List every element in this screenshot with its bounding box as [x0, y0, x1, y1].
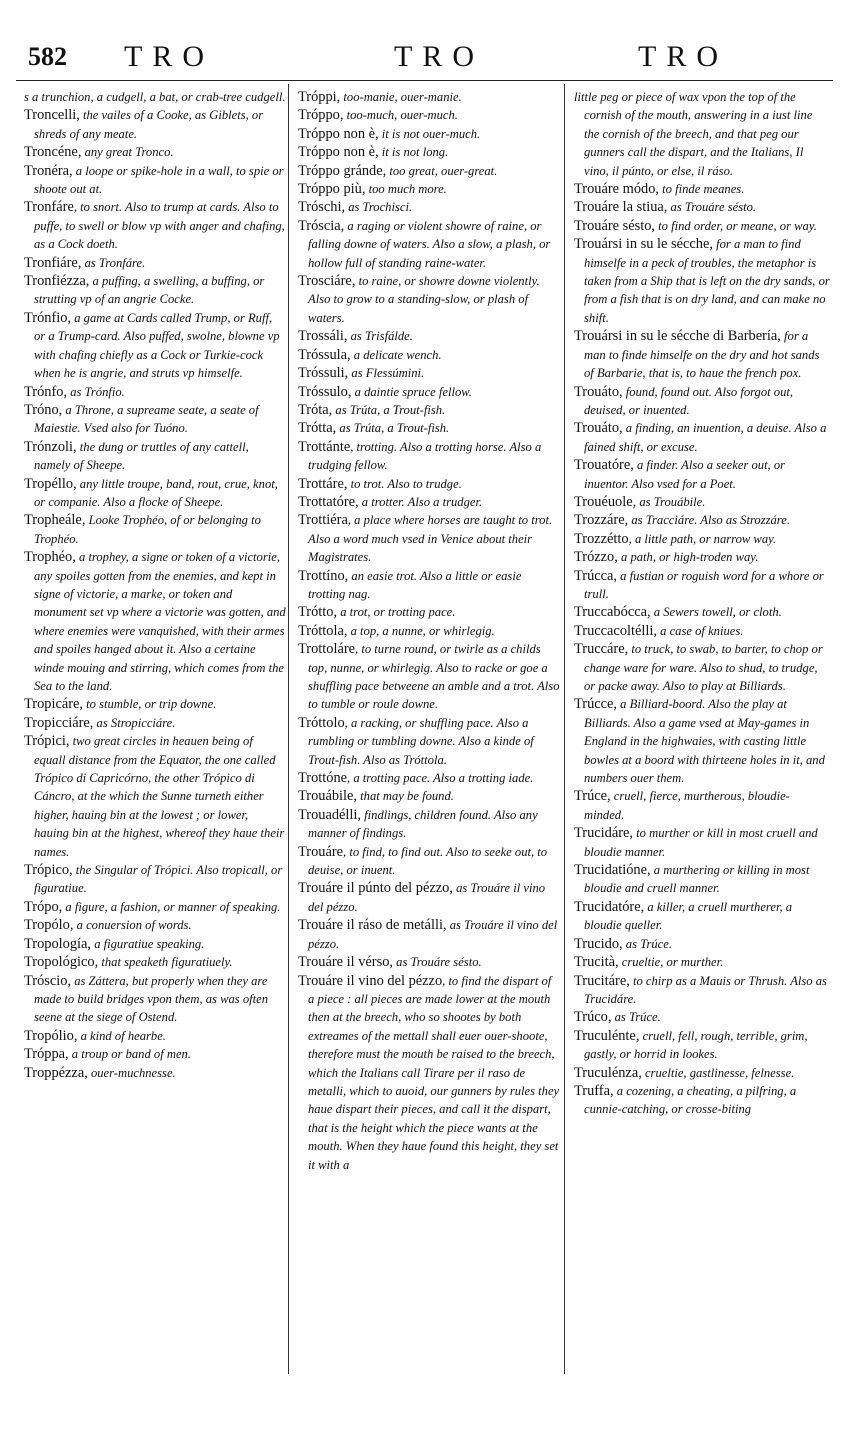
dictionary-entry: [24, 475, 286, 512]
entry-headword: Trouáre il vérso,: [298, 954, 393, 971]
dictionary-entry: [24, 548, 286, 695]
entry-definition: a fustian or roguish word for a whore or trull.: [584, 568, 824, 601]
dictionary-entry: [24, 88, 286, 106]
entry-definition: , a trotting pace. Also a trotting iade.: [347, 771, 534, 786]
dictionary-entry: [298, 217, 560, 272]
dictionary-entry: [298, 401, 560, 419]
entry-definition: as Tracciáre. Also as Strozzáre.: [628, 513, 790, 528]
dictionary-entry: [298, 843, 560, 880]
dictionary-entry: [24, 143, 286, 161]
column-3: [574, 88, 830, 1414]
entry-headword: Tróschi,: [298, 199, 346, 216]
dictionary-entry: [298, 622, 560, 640]
entry-definition: the vailes of a Cooke, as Giblets, or shreds of any meate.: [34, 108, 264, 141]
dictionary-entry: [574, 217, 830, 235]
entry-definition: any little troupe, band, rout, crue, knot, or companie. Also a flocke of Sheepe.: [34, 476, 278, 509]
entry-definition: too much more.: [365, 182, 447, 197]
entry-headword: Tropológico,: [24, 954, 99, 971]
dictionary-entry: [24, 162, 286, 199]
entry-definition: it is not long.: [378, 145, 449, 160]
entry-definition: the Singular of Trópici. Also tropicall, or figuratiue.: [34, 863, 283, 896]
entry-headword: Tróno,: [24, 401, 63, 418]
entry-definition: a puffing, a swelling, a buffing, or strutting vp of an angrie Cocke.: [34, 274, 265, 307]
entry-headword: Tróssulo,: [298, 383, 352, 400]
entry-headword: Trúco,: [574, 1009, 612, 1026]
dictionary-entry: [24, 254, 286, 272]
entry-definition: a daintie spruce fellow.: [351, 384, 472, 399]
entry-headword: Tronfiáre,: [24, 254, 82, 271]
entry-headword: Trottiéra: [298, 512, 348, 529]
dictionary-entry: [298, 88, 560, 106]
entry-definition: two great circles in heauen being of equall distance from the Equator, the one called Trópico di Capricórno, the other Trópico di Cáncro, at the which the Sunne turneth either higher, hauing bin at the lowest ; or lower, hauing bin at the highest, whereof they haue their names.: [34, 734, 285, 859]
dictionary-entry: [574, 1008, 830, 1026]
entry-headword: Trucido,: [574, 935, 623, 952]
dictionary-entry: [24, 732, 286, 861]
dictionary-entry: [298, 879, 560, 916]
entry-headword: Trúcca,: [574, 567, 618, 584]
entry-definition: that may be found.: [357, 789, 454, 804]
entry-headword: Truccabócca,: [574, 604, 651, 621]
dictionary-entry: [574, 180, 830, 198]
entry-definition: for a man to finde himselfe on the dry and hot sands of Barbarie, that is, to haue the french pox.: [584, 329, 820, 381]
dictionary-entry: [298, 106, 560, 124]
entry-headword: Trúce,: [574, 788, 611, 805]
entry-headword: Trozzétto: [574, 530, 629, 547]
entry-headword: Trópo,: [24, 898, 63, 915]
dictionary-entry: [298, 493, 560, 511]
entry-definition: it is not ouer-much.: [378, 126, 481, 141]
entry-definition: a trot, or trotting pace.: [337, 605, 456, 620]
dictionary-entry: [24, 383, 286, 401]
column-divider: [288, 84, 289, 1374]
entry-definition: a finding, an inuention, a deuise. Also a fained shift, or excuse.: [584, 421, 827, 454]
entry-headword: Trouáre il púnto del pézzo,: [298, 880, 453, 897]
entry-headword: Trucidatióne,: [574, 862, 651, 879]
entry-definition: little peg or piece of wax vpon the top of the cornish of the mouth, answering in a iust line the cornish of the breech, and that peg our gunners call the dispart, and the Italians, Il vino, il púnto, or else, il ráso.: [574, 90, 813, 178]
entry-headword: Trucidatóre,: [574, 898, 645, 915]
entry-headword: Trouáre il vino del pézzo: [298, 972, 443, 989]
entry-headword: Trouatóre,: [574, 457, 634, 474]
dictionary-entry: [24, 1045, 286, 1063]
dictionary-entry: [574, 1082, 830, 1119]
entry-definition: as Trúce.: [611, 1010, 661, 1025]
entry-headword: Tróppo più,: [298, 181, 366, 198]
entry-definition: as Trúta, a Trout-fish.: [336, 421, 450, 436]
entry-definition: a Sewers towell, or cloth.: [650, 605, 782, 620]
dictionary-entry: [574, 1064, 830, 1082]
entry-definition: that speaketh figuratiuely.: [98, 955, 233, 970]
entry-headword: Trónfo,: [24, 383, 68, 400]
entry-headword: Trónfio,: [24, 309, 72, 326]
entry-headword: Tróppo,: [298, 107, 344, 124]
page-header: [16, 36, 833, 81]
dictionary-entry: [24, 272, 286, 309]
entry-headword: Truccacoltélli,: [574, 622, 657, 639]
entry-definition: a kind of hearbe.: [77, 1028, 166, 1043]
dictionary-entry: [298, 346, 560, 364]
dictionary-entry: [298, 143, 560, 161]
entry-definition: a raging or violent showre of raine, or falling downe of waters. Also a slow, a plash, or hollow full of standing raine-water.: [308, 218, 551, 270]
dictionary-entry: [298, 806, 560, 843]
entry-headword: Trouársi in su le sécche di Barbería,: [574, 328, 781, 345]
entry-headword: Troncéne,: [24, 144, 82, 161]
entry-headword: Tróssuli,: [298, 365, 349, 382]
dictionary-entry: [298, 272, 560, 327]
entry-headword: Trouáre sésto,: [574, 217, 656, 234]
entry-headword: Trouáto,: [574, 420, 623, 437]
dictionary-entry: [298, 511, 560, 566]
entry-definition: to truck, to swab, to barter, to chop or change ware for ware. Also to shud, to trudge, or packe away. Also to play at Billiards.: [584, 642, 823, 693]
entry-definition: to stumble, or trip downe.: [83, 697, 217, 712]
entry-definition: as Trochisci.: [345, 200, 413, 215]
entry-definition: a top, a nunne, or whirlegig.: [347, 623, 495, 638]
entry-definition: to chirp as a Mauis or Thrush. Also as Trucidáre.: [584, 973, 827, 1006]
dictionary-entry: [298, 787, 560, 805]
dictionary-entry: [574, 419, 830, 456]
entry-definition: , to turne round, or twirle as a childs top, nunne, or whirlegig. Also to racke or goe a shuffling pace betweene an amble and a trot. Also to tumble or roule downe.: [308, 642, 560, 712]
entry-headword: Trouáre módo,: [574, 181, 660, 198]
dictionary-entry: [24, 1027, 286, 1045]
entry-definition: crueltie, or murther.: [618, 955, 724, 970]
entry-definition: a murthering or killing in most bloudie and cruell manner.: [584, 863, 810, 896]
entry-definition: to finde meanes.: [659, 182, 745, 197]
dictionary-entry: [298, 714, 560, 769]
dictionary-entry: [574, 235, 830, 327]
dictionary-entry: [298, 162, 560, 180]
entry-headword: Trózzo,: [574, 549, 618, 566]
entry-headword: Trottoláre: [298, 641, 356, 658]
dictionary-entry: [24, 898, 286, 916]
dictionary-entry: [574, 511, 830, 529]
entry-headword: Troppézza,: [24, 1064, 88, 1081]
entry-definition: too great, ouer-great.: [386, 163, 498, 178]
entry-headword: Tropólo,: [24, 917, 74, 934]
entry-headword: Trótta,: [298, 420, 337, 437]
entry-definition: s a trunchion, a cudgell, a bat, or crab-tree cudgell.: [24, 90, 286, 104]
entry-definition: a Throne, a supreame seate, a seate of Maiestie. Vsed also for Tuóno.: [34, 402, 259, 436]
dictionary-entry: [574, 383, 830, 420]
dictionary-entry: [574, 787, 830, 824]
entry-headword: Trótto,: [298, 604, 338, 621]
entry-headword: Trottóne: [298, 770, 348, 787]
entry-definition: the dung or truttles of any cattell, namely of Sheepe.: [34, 439, 249, 473]
dictionary-entry: [574, 898, 830, 935]
entry-definition: found, found out. Also forgot out, deuised, or inuented.: [584, 384, 794, 417]
entry-headword: Trozzáre,: [574, 512, 629, 529]
entry-headword: Trúcce,: [574, 696, 618, 713]
entry-definition: to find order, or meane, or way.: [655, 218, 817, 233]
dictionary-entry: [574, 548, 830, 566]
dictionary-entry: [298, 383, 560, 401]
entry-definition: too-manie, ouer-manie.: [340, 90, 462, 104]
running-head-center: TRO: [394, 40, 484, 73]
entry-definition: a game at Cards called Trump, or Ruff, or a Trump-card. Also puffed, swolne, blowne vp with chafing chiefly as a Cock or Turkie-cock when he is angrie, and struts vp himselfe.: [34, 310, 280, 381]
entry-headword: Tropheále,: [24, 512, 86, 529]
entry-definition: Looke Trophéo, of or belonging to Trophéo.: [34, 513, 261, 546]
dictionary-entry: [574, 622, 830, 640]
dictionary-entry: [298, 475, 560, 493]
dictionary-entry: [298, 180, 560, 198]
dictionary-entry: [574, 695, 830, 787]
entry-definition: as Tronfáre.: [81, 255, 146, 270]
dictionary-entry: [574, 640, 830, 695]
entry-definition: a killer, a cruell murtherer, a bloudie queller.: [584, 899, 793, 933]
dictionary-entry: [298, 953, 560, 971]
entry-definition: as Záttera, but properly when they are made to build bridges vpon them, as was often seene at the siege of Ostend.: [34, 973, 269, 1025]
entry-headword: Troncelli,: [24, 107, 80, 124]
entry-definition: a delicate wench.: [350, 347, 442, 362]
entry-headword: Trossáli,: [298, 328, 348, 345]
entry-headword: Truffa,: [574, 1082, 614, 1099]
entry-definition: ouer-muchnesse.: [87, 1065, 176, 1080]
entry-definition: a figure, a fashion, or manner of speaking.: [62, 899, 281, 914]
dictionary-entry: [298, 972, 560, 1174]
entry-headword: Trouársi in su le sécche,: [574, 236, 713, 253]
entry-headword: Trouáre la stiua,: [574, 199, 668, 216]
entry-definition: as Trouábile.: [636, 494, 706, 509]
entry-definition: a trotter. Also a trudger.: [358, 494, 483, 509]
entry-definition: , to find, to find out. Also to seeke out, to deuise, or inuent.: [308, 844, 548, 878]
dictionary-entry: [298, 769, 560, 787]
dictionary-entry: [24, 916, 286, 934]
entry-definition: to trot. Also to trudge.: [347, 476, 462, 491]
entry-definition: a loope or spike-hole in a wall, to spie or shoote out at.: [34, 163, 284, 197]
dictionary-entry: [24, 953, 286, 971]
entry-definition: as Trúce.: [622, 936, 672, 951]
dictionary-entry: [574, 935, 830, 953]
entry-definition: , to find the dispart of a piece : all pieces are made lower at the mouth then at the breech, who so shootes by both extreames of the mettall shall euer ouer-shoote, therefore must the mouth be raised to the breech, which the Italians call Tirare per il raso de metalli, which to auoid, our gunners by rules they haue dispart their pieces, and call it the dispart, that is the height which the piece wants at the mouth. When they haue found this height, they set it with a: [308, 973, 560, 1172]
entry-headword: Trópici,: [24, 733, 70, 750]
entry-headword: Tronfiézza,: [24, 273, 90, 290]
dictionary-entry: [298, 198, 560, 216]
entry-headword: Trophéo,: [24, 549, 76, 566]
column-divider: [564, 84, 565, 1374]
entry-definition: as Trúta, a Trout-fish.: [332, 402, 446, 417]
dictionary-entry: [574, 603, 830, 621]
dictionary-entry: [298, 640, 560, 714]
entry-definition: for a man to find himselfe in a peck of troubles, the metaphor is taken from a Ship that is left on the dry sands, or from a fish that is on dry land, and can make no shift.: [584, 237, 830, 325]
dictionary-entry: [298, 438, 560, 475]
entry-definition: as Trouáre il vino del pézzo.: [308, 881, 546, 914]
entry-definition: a conuersion of words.: [73, 918, 192, 933]
entry-definition: as Trouáre sésto.: [393, 955, 482, 970]
dictionary-entry: [24, 106, 286, 143]
dictionary-entry: [574, 824, 830, 861]
entry-headword: Tropicáre,: [24, 696, 84, 713]
entry-headword: Tróppo non è,: [298, 144, 379, 161]
entry-definition: any great Tronco.: [81, 145, 174, 160]
entry-definition: , to snort. Also to trump at cards. Also to puffe, to swell or blow vp with anger and chafing, as a Cock doeth.: [34, 200, 285, 252]
page-number: 582: [28, 42, 67, 71]
entry-headword: Tróscio,: [24, 972, 72, 989]
dictionary-entry: [574, 88, 830, 180]
dictionary-entry: [574, 198, 830, 216]
entry-definition: as Stropicciáre.: [93, 715, 176, 730]
entry-headword: Trouábile,: [298, 788, 358, 805]
dictionary-entry: [24, 861, 286, 898]
entry-headword: Tróppa,: [24, 1046, 69, 1063]
entry-headword: Tropólio,: [24, 1027, 78, 1044]
entry-headword: Trópico,: [24, 862, 73, 879]
entry-definition: a trophey, a signe or token of a victorie, any spoiles gotten from the enemies, and kept in signe of victorie, a marke, or token and monument set vp where a victorie was gotten, and where enemies were vanquished, with their armes and spoiles hanged about it. Also a certaine winde mouing and stirring, which comes from the Sea to the land.: [34, 550, 286, 693]
entry-headword: Trouáre il ráso de metálli,: [298, 917, 447, 934]
entry-definition: as Trónfio.: [67, 384, 125, 399]
entry-definition: a case of kniues.: [657, 623, 744, 638]
entry-headword: Trouéuole,: [574, 493, 637, 510]
dictionary-entry: [574, 530, 830, 548]
dictionary-entry: [24, 401, 286, 438]
entry-headword: Tróta,: [298, 401, 333, 418]
entry-definition: too-much, ouer-much.: [343, 108, 458, 123]
entry-definition: as Trisfálde.: [347, 329, 413, 344]
entry-definition: crueltie, gastlinesse, felnesse.: [641, 1065, 795, 1080]
entry-definition: an easie trot. Also a little or easie trotting nag.: [308, 568, 522, 601]
entry-definition: a finder. Also a seeker out, or inuentor. Also vsed for a Poet.: [584, 458, 786, 491]
dictionary-entry: [574, 327, 830, 382]
entry-definition: , a racking, or shuffling pace. Also a rumbling or tumbling downe. Also a kinde of Trout-fish. Also as Tróttola.: [308, 715, 534, 767]
running-head-right: TRO: [638, 40, 728, 73]
entry-headword: Trottatóre,: [298, 493, 359, 510]
dictionary-entry: [24, 198, 286, 253]
entry-headword: Trucitáre,: [574, 972, 630, 989]
entry-definition: findlings, children found. Also any manner of findings.: [308, 807, 538, 841]
dictionary-entry: [298, 125, 560, 143]
entry-definition: as Trouáre sésto.: [667, 200, 757, 215]
entry-definition: a cozening, a cheating, a pilfring, a cunnie-catching, or crosse-biting: [584, 1083, 797, 1117]
entry-headword: Trouadélli,: [298, 806, 362, 823]
dictionary-entry: [574, 456, 830, 493]
entry-headword: Truccáre,: [574, 641, 629, 658]
dictionary-entry: [24, 1064, 286, 1082]
entry-headword: Tronéra,: [24, 162, 73, 179]
dictionary-entry: [24, 935, 286, 953]
entry-headword: Trucidáre,: [574, 825, 634, 842]
column-1: [24, 88, 286, 1414]
entry-headword: Trottánte: [298, 438, 351, 455]
entry-headword: Trottáre,: [298, 475, 348, 492]
dictionary-entry: [574, 567, 830, 604]
entry-definition: cruell, fierce, murtherous, bloudie-minded.: [584, 789, 790, 822]
entry-headword: Trosciáre,: [298, 273, 356, 290]
entry-headword: Tropicciáre,: [24, 714, 94, 731]
dictionary-entry: [24, 695, 286, 713]
entry-headword: Trottíno,: [298, 567, 349, 584]
dictionary-entry: [574, 953, 830, 971]
entry-definition: a Billiard-boord. Also the play at Billiards. Also a game vsed at May-games in England in the highwaies, with casting little bowles at a boord with thirteene holes in it, and numbers ouer them.: [584, 697, 825, 786]
entry-definition: to raine, or showre downe violently. Also to grow to a standing-slow, or plash of waters.: [308, 274, 540, 325]
dictionary-entry: [298, 419, 560, 437]
entry-headword: Tropología,: [24, 935, 92, 952]
entry-headword: Tropéllo,: [24, 475, 77, 492]
entry-headword: Truculénza,: [574, 1064, 642, 1081]
entry-headword: Tronfáre: [24, 199, 74, 216]
dictionary-entry: [574, 972, 830, 1009]
entry-definition: , trotting. Also a trotting horse. Also a trudging fellow.: [308, 439, 542, 473]
entry-definition: , a little path, or narrow way.: [628, 531, 777, 546]
column-2: [298, 88, 560, 1414]
entry-definition: cruell, fell, rough, terrible, grim, gastly, or horrid in lookes.: [584, 1028, 808, 1062]
dictionary-entry: [574, 1027, 830, 1064]
dictionary-entry: [298, 916, 560, 953]
dictionary-entry: [298, 364, 560, 382]
entry-headword: Trónzoli,: [24, 438, 77, 455]
entry-headword: Tróssula,: [298, 346, 351, 363]
dictionary-entry: [574, 861, 830, 898]
entry-headword: Truculénte,: [574, 1027, 640, 1044]
entry-definition: a troup or band of men.: [68, 1047, 191, 1062]
dictionary-entry: [24, 309, 286, 383]
dictionary-entry: [574, 493, 830, 511]
entry-headword: Trucità,: [574, 954, 619, 971]
dictionary-entry: [24, 438, 286, 475]
dictionary-entry: [298, 603, 560, 621]
entry-definition: as Flessúmini.: [348, 366, 425, 381]
entry-headword: Tróppo gránde,: [298, 162, 387, 179]
dictionary-entry: [298, 327, 560, 345]
entry-definition: , a place where horses are taught to trot. Also a word much vsed in Venice about their Magistrates.: [308, 513, 553, 565]
dictionary-entry: [24, 714, 286, 732]
entry-headword: Trouáto,: [574, 383, 623, 400]
entry-definition: to murther or kill in most cruell and bloudie manner.: [584, 826, 818, 859]
running-head-left: TRO: [124, 40, 214, 73]
entry-headword: Tróscia,: [298, 217, 345, 234]
entry-headword: Tróttola,: [298, 622, 348, 639]
entry-headword: Tróttolo: [298, 714, 345, 731]
entry-definition: a figuratiue speaking.: [91, 936, 205, 951]
dictionary-entry: [24, 972, 286, 1027]
dictionary-entry: [298, 567, 560, 604]
entry-headword: Tróppi,: [298, 89, 341, 105]
entry-headword: Tróppo non è,: [298, 125, 379, 142]
dictionary-entry: [24, 511, 286, 548]
entry-definition: as Trouáre il vino del pézzo.: [308, 918, 558, 951]
entry-headword: Trouáre: [298, 843, 344, 860]
entry-definition: a path, or high-troden way.: [617, 550, 759, 565]
